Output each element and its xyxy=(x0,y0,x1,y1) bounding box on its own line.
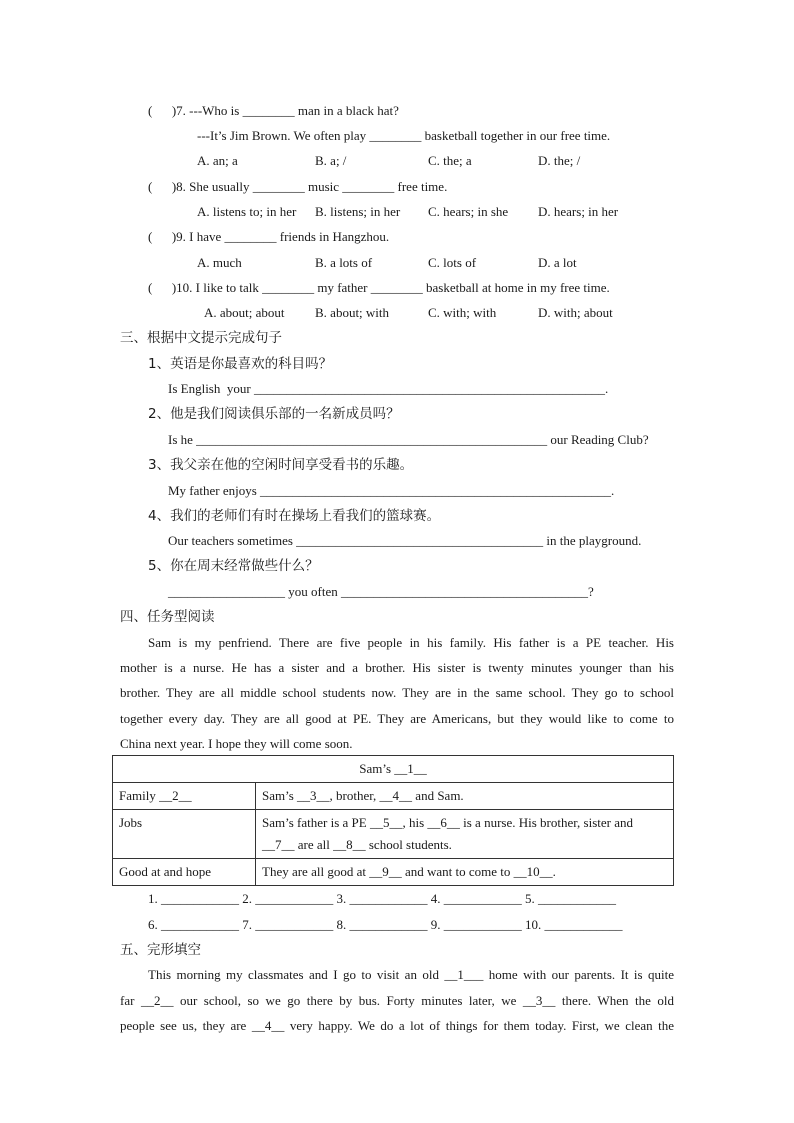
sentence-1-answer: Is English your ______________________________________________________. xyxy=(168,381,609,396)
table-title: Sam’s __1__ xyxy=(113,756,674,783)
question-9: ( )9. I have ________ friends in Hangzhou. xyxy=(148,229,390,244)
cloze-line-1: This morning my classmates and I go to visit an old __1___ home with our parents. It is quite xyxy=(148,967,674,982)
option-8a: A. listens to; in her xyxy=(197,204,297,219)
passage-line-3: brother. They are all middle school students now. They are in the same school. They go to school xyxy=(120,685,674,700)
passage-line-2: mother is a nurse. He has a sister and a brother. His sister is twenty minutes younger than his xyxy=(120,660,674,675)
table-text-good-at: They are all good at __9__ and want to come to __10__. xyxy=(256,859,674,886)
option-7c: C. the; a xyxy=(428,153,472,168)
sentence-5-prompt: 5、你在周末经常做些什么？ xyxy=(148,558,319,574)
option-8c: C. hears; in she xyxy=(428,204,509,219)
option-7b: B. a; / xyxy=(315,153,347,168)
option-9d: D. a lot xyxy=(538,255,577,270)
option-9a: A. much xyxy=(197,255,242,270)
sentence-4-answer: Our teachers sometimes ______________________________________ in the playground. xyxy=(168,533,642,548)
cloze-line-2: far __2__ our school, so we go there by bus. Forty minutes later, we __3__ there. When the old xyxy=(120,993,674,1008)
sentence-1-prompt: 1、英语是你最喜欢的科目吗？ xyxy=(148,356,333,372)
sentence-3-prompt: 3、我父亲在他的空闲时间享受看书的乐趣。 xyxy=(148,457,414,473)
table-text-family: Sam’s __3__, brother, __4__ and Sam. xyxy=(256,783,674,810)
cloze-line-3: people see us, they are __4__ very happy. We do a lot of things for them today. First, we clean the xyxy=(120,1018,674,1033)
table-row xyxy=(113,810,674,859)
sentence-5-answer: __________________ you often ______________________________________? xyxy=(168,584,594,599)
table-text-jobs: Sam’s father is a PE __5__, his __6__ is a nurse. His brother, sister and __7__ are all __8__ school students. xyxy=(256,810,674,859)
table-label-good-at: Good at and hope xyxy=(113,859,256,886)
table-row xyxy=(113,859,674,886)
info-table xyxy=(112,755,674,886)
option-9c: C. lots of xyxy=(428,255,477,270)
passage-line-4: together every day. They are all good at PE. They are Americans, but they would like to come to xyxy=(120,711,674,726)
table-row xyxy=(113,783,674,810)
sentence-2-answer: Is he ______________________________________________________ our Reading Club? xyxy=(168,432,649,447)
passage-line-5: China next year. I hope they will come soon. xyxy=(120,736,353,751)
sentence-2-prompt: 2、他是我们阅读俱乐部的一名新成员吗？ xyxy=(148,406,400,422)
table-label-jobs: Jobs xyxy=(113,810,256,859)
option-7a: A. an; a xyxy=(197,153,238,168)
answer-blanks-1-5: 1. ____________ 2. ____________ 3. ____________ 4. ____________ 5. ____________ xyxy=(148,891,616,906)
sentence-3-answer: My father enjoys ______________________________________________________. xyxy=(168,483,615,498)
option-7d: D. the; / xyxy=(538,153,581,168)
option-8b: B. listens; in her xyxy=(315,204,401,219)
answer-blanks-6-10: 6. ____________ 7. ____________ 8. ____________ 9. ____________ 10. ____________ xyxy=(148,917,623,932)
question-7-response: ---It’s Jim Brown. We often play ________ basketball together in our free time. xyxy=(197,128,611,143)
option-10c: C. with; with xyxy=(428,305,497,320)
sentence-4-prompt: 4、我们的老师们有时在操场上看我们的篮球赛。 xyxy=(148,508,441,524)
section-3-heading: 三、根据中文提示完成句子 xyxy=(120,330,282,346)
option-9b: B. a lots of xyxy=(315,255,373,270)
option-8d: D. hears; in her xyxy=(538,204,619,219)
table-label-family: Family __2__ xyxy=(113,783,256,810)
question-7: ( )7. ---Who is ________ man in a black hat? xyxy=(148,103,399,118)
question-8: ( )8. She usually ________ music ________ free time. xyxy=(148,179,448,194)
section-5-heading: 五、完形填空 xyxy=(120,942,201,958)
option-10b: B. about; with xyxy=(315,305,390,320)
section-4-heading: 四、任务型阅读 xyxy=(120,609,215,625)
question-10: ( )10. I like to talk ________ my father ________ basketball at home in my free time. xyxy=(148,280,610,295)
option-10d: D. with; about xyxy=(538,305,613,320)
passage-line-1: Sam is my penfriend. There are five people in his family. His father is a PE teacher. His xyxy=(148,635,674,650)
option-10a: A. about; about xyxy=(204,305,285,320)
